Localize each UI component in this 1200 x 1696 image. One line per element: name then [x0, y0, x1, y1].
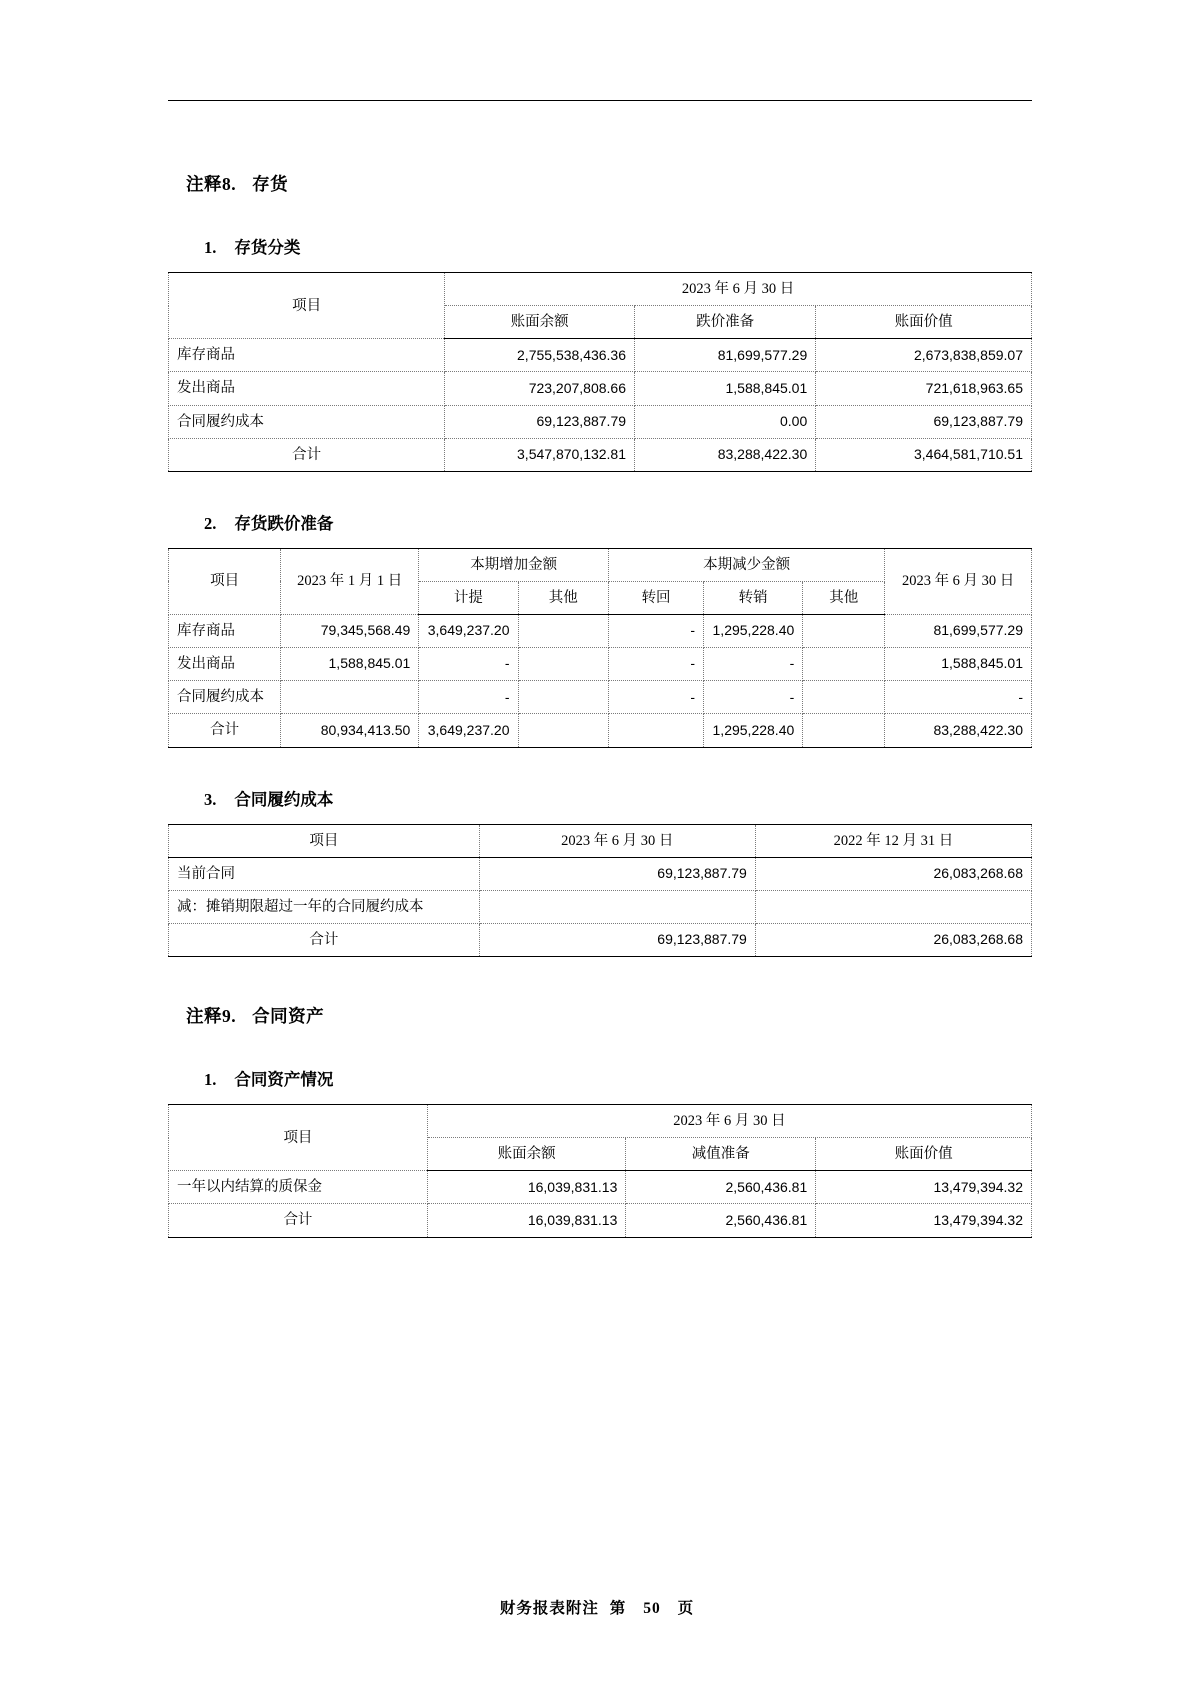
col-header-increase-group: 本期增加金额 [419, 548, 609, 581]
row-label-total: 合计 [169, 714, 281, 747]
inventory-classification-table [168, 272, 1032, 472]
note9-heading [186, 1003, 1032, 1028]
cell-begin [281, 681, 419, 714]
table-row [169, 339, 1032, 372]
note8-section1-heading [204, 234, 1032, 258]
cell-value: 0.00 [635, 405, 816, 438]
col-header-book-value: 账面价值 [816, 1138, 1032, 1171]
note8-label: 注释8. [186, 174, 237, 194]
cell-value: 16,039,831.13 [427, 1171, 625, 1204]
note8-section2-heading [204, 510, 1032, 534]
row-label: 合同履约成本 [169, 681, 281, 714]
col-header-item: 项目 [169, 273, 445, 339]
col-header-decrease-reversal: 转回 [609, 581, 704, 614]
col-header-prior-period: 2022 年 12 月 31 日 [755, 824, 1031, 857]
col-header-book-balance: 账面余额 [427, 1138, 625, 1171]
header-rule [168, 100, 1032, 101]
cell-decrease-reversal: - [609, 648, 704, 681]
cell-increase-other [518, 615, 609, 648]
cell-end: 1,588,845.01 [885, 648, 1032, 681]
col-header-book-balance: 账面余额 [445, 306, 635, 339]
row-label: 一年以内结算的质保金 [169, 1171, 428, 1204]
cell-total-end: 83,288,422.30 [885, 714, 1032, 747]
cell-value: 721,618,963.65 [816, 372, 1032, 405]
cell-total-increase-other [518, 714, 609, 747]
cell-increase-other [518, 648, 609, 681]
table-row [169, 405, 1032, 438]
cell-decrease-other [803, 615, 885, 648]
cell-increase-accrual: 3,649,237.20 [419, 615, 518, 648]
col-header-period: 2023 年 6 月 30 日 [427, 1105, 1031, 1138]
table-total-row [169, 438, 1032, 471]
cell-total: 16,039,831.13 [427, 1204, 625, 1237]
cell-value: 69,123,887.79 [816, 405, 1032, 438]
row-label: 减：摊销期限超过一年的合同履约成本 [169, 890, 480, 923]
cell-value: 2,755,538,436.36 [445, 339, 635, 372]
table-total-row [169, 923, 1032, 956]
note9-label: 注释9. [186, 1006, 237, 1026]
cell-total-decrease-other [803, 714, 885, 747]
cell-total: 3,547,870,132.81 [445, 438, 635, 471]
table-row [169, 1105, 1032, 1138]
table-row [169, 1171, 1032, 1204]
col-header-provision: 跌价准备 [635, 306, 816, 339]
cell-end: 81,699,577.29 [885, 615, 1032, 648]
note8-heading [186, 171, 1032, 196]
contract-fulfillment-cost-table [168, 824, 1032, 958]
footer-label: 财务报表附注 [499, 1600, 599, 1617]
cell-total-prior: 26,083,268.68 [755, 923, 1031, 956]
cell-value: 2,560,436.81 [626, 1171, 816, 1204]
table-row [169, 648, 1032, 681]
col-header-book-value: 账面价值 [816, 306, 1032, 339]
col-header-decrease-group: 本期减少金额 [609, 548, 885, 581]
cell-total-increase-accrual: 3,649,237.20 [419, 714, 518, 747]
note9-section1-title: 合同资产情况 [234, 1070, 334, 1089]
cell-total-decrease-reversal [609, 714, 704, 747]
col-header-decrease-writeoff: 转销 [704, 581, 803, 614]
table-row [169, 890, 1032, 923]
cell-total: 83,288,422.30 [635, 438, 816, 471]
row-label-total: 合计 [169, 438, 445, 471]
table-row [169, 824, 1032, 857]
col-header-begin: 2023 年 1 月 1 日 [281, 548, 419, 614]
cell-total-begin: 80,934,413.50 [281, 714, 419, 747]
cell-value: 69,123,887.79 [445, 405, 635, 438]
cell-total: 2,560,436.81 [626, 1204, 816, 1237]
row-label: 发出商品 [169, 648, 281, 681]
cell-begin: 79,345,568.49 [281, 615, 419, 648]
note8-section1-number: 1. [204, 238, 217, 257]
footer-page-label: 第 [609, 1600, 627, 1617]
footer-page-suffix: 页 [677, 1600, 695, 1617]
cell-total-decrease-writeoff: 1,295,228.40 [704, 714, 803, 747]
cell-end: - [885, 681, 1032, 714]
col-header-increase-accrual: 计提 [419, 581, 518, 614]
col-header-impairment: 减值准备 [626, 1138, 816, 1171]
cell-total-current: 69,123,887.79 [479, 923, 755, 956]
inventory-provision-table [168, 548, 1032, 748]
cell-increase-other [518, 681, 609, 714]
table-row [169, 372, 1032, 405]
row-label: 库存商品 [169, 615, 281, 648]
col-header-period: 2023 年 6 月 30 日 [445, 273, 1032, 306]
footer-page-number: 50 [643, 1600, 661, 1617]
cell-decrease-writeoff: - [704, 648, 803, 681]
cell-prior: 26,083,268.68 [755, 857, 1031, 890]
note9-section1-number: 1. [204, 1070, 217, 1089]
note8-section1-title: 存货分类 [234, 238, 301, 257]
table-row [169, 273, 1032, 306]
col-header-current-period: 2023 年 6 月 30 日 [479, 824, 755, 857]
note9-title: 合同资产 [252, 1006, 325, 1026]
col-header-item: 项目 [169, 824, 480, 857]
row-label-total: 合计 [169, 923, 480, 956]
cell-value: 2,673,838,859.07 [816, 339, 1032, 372]
cell-value: 1,588,845.01 [635, 372, 816, 405]
note8-section3-number: 3. [204, 789, 217, 809]
table-row [169, 615, 1032, 648]
note8-section2-number: 2. [204, 513, 217, 533]
cell-increase-accrual: - [419, 648, 518, 681]
col-header-item: 项目 [169, 548, 281, 614]
cell-value: 81,699,577.29 [635, 339, 816, 372]
cell-decrease-other [803, 681, 885, 714]
note9-section1-heading [204, 1066, 1032, 1090]
table-row [169, 857, 1032, 890]
table-total-row [169, 714, 1032, 747]
cell-prior [755, 890, 1031, 923]
note8-section2-title: 存货跌价准备 [234, 513, 334, 533]
table-row [169, 548, 1032, 581]
contract-assets-table [168, 1104, 1032, 1238]
col-header-end: 2023 年 6 月 30 日 [885, 548, 1032, 614]
cell-value: 13,479,394.32 [816, 1171, 1032, 1204]
row-label: 库存商品 [169, 339, 445, 372]
note8-title: 存货 [252, 174, 289, 194]
page-content [168, 100, 1032, 1238]
cell-decrease-reversal: - [609, 615, 704, 648]
table-row [169, 681, 1032, 714]
table-total-row [169, 1204, 1032, 1237]
row-label: 当前合同 [169, 857, 480, 890]
cell-decrease-other [803, 648, 885, 681]
cell-decrease-writeoff: - [704, 681, 803, 714]
col-header-item: 项目 [169, 1105, 428, 1171]
row-label: 发出商品 [169, 372, 445, 405]
cell-increase-accrual: - [419, 681, 518, 714]
cell-decrease-writeoff: 1,295,228.40 [704, 615, 803, 648]
note8-section3-title: 合同履约成本 [234, 789, 334, 809]
cell-total: 3,464,581,710.51 [816, 438, 1032, 471]
cell-current [479, 890, 755, 923]
cell-decrease-reversal: - [609, 681, 704, 714]
col-header-increase-other: 其他 [518, 581, 609, 614]
col-header-decrease-other: 其他 [803, 581, 885, 614]
note8-section3-heading [204, 786, 1032, 810]
cell-value: 723,207,808.66 [445, 372, 635, 405]
row-label-total: 合计 [169, 1204, 428, 1237]
cell-total: 13,479,394.32 [816, 1204, 1032, 1237]
row-label: 合同履约成本 [169, 405, 445, 438]
page-footer [0, 1596, 1200, 1618]
cell-current: 69,123,887.79 [479, 857, 755, 890]
cell-begin: 1,588,845.01 [281, 648, 419, 681]
